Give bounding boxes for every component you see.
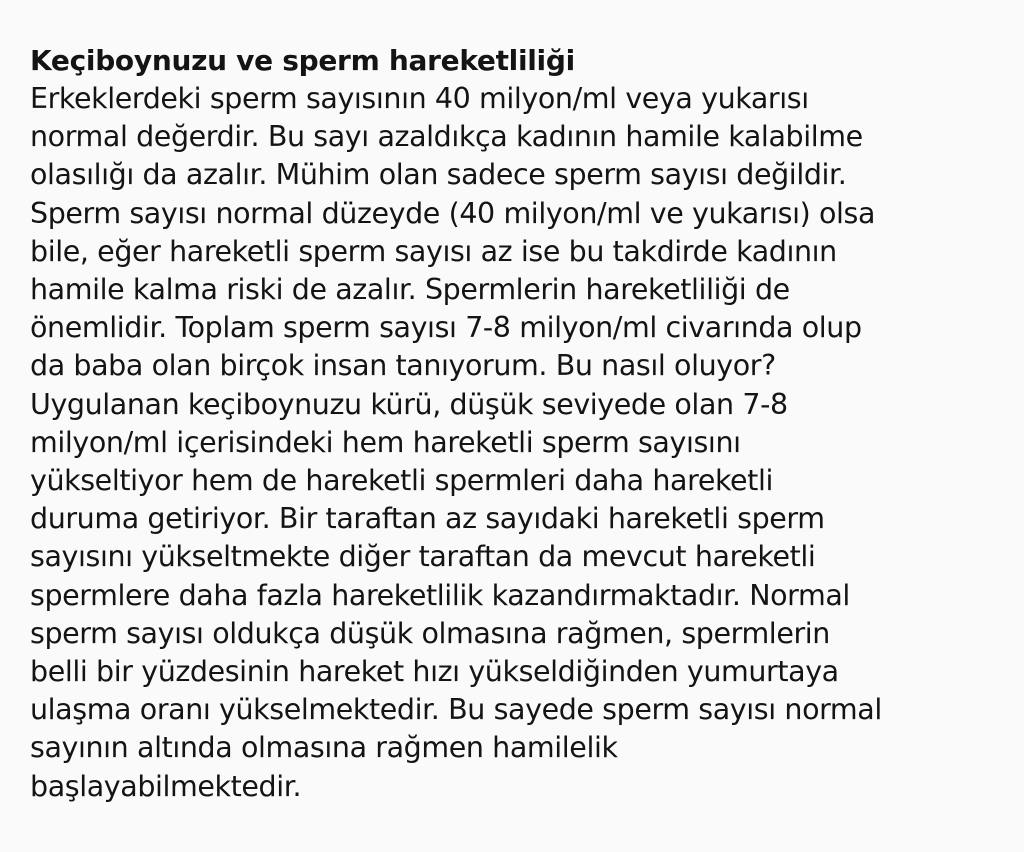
- body-line: olasılığı da azalır. Mühim olan sadece sperm sayısı değildir.: [30, 158, 847, 192]
- body-line: bile, eğer hareketli sperm sayısı az ise bu takdirde kadının: [30, 234, 837, 268]
- article-body: [30, 80, 1015, 806]
- article-title: Keçiboynuzu ve sperm hareketliliği: [30, 44, 575, 77]
- body-line: sayısını yükseltmekte diğer taraftan da mevcut hareketli: [30, 540, 816, 574]
- body-line: sperm sayısı oldukça düşük olmasına rağmen, spermlerin: [30, 616, 830, 650]
- body-line: normal değerdir. Bu sayı azaldıkça kadının hamile kalabilme: [30, 120, 863, 154]
- body-line: da baba olan birçok insan tanıyorum. Bu nasıl oluyor?: [30, 349, 776, 383]
- body-line: önemlidir. Toplam sperm sayısı 7-8 milyon/ml civarında olup: [30, 311, 862, 345]
- body-line: sayının altında olmasına rağmen hamilelik: [30, 731, 618, 765]
- article-section: [30, 42, 1015, 806]
- clipped-previous-line: [0, 0, 1024, 8]
- body-line: Erkeklerdeki sperm sayısının 40 milyon/ml veya yukarısı: [30, 82, 809, 115]
- body-line: hamile kalma riski de azalır. Spermlerin hareketliliği de: [30, 273, 790, 307]
- body-line: başlayabilmektedir.: [30, 769, 302, 803]
- body-line: ulaşma oranı yükselmektedir. Bu sayede sperm sayısı normal: [30, 693, 882, 727]
- body-line: yükseltiyor hem de hareketli spermleri daha hareketli: [30, 464, 773, 498]
- body-line: duruma getiriyor. Bir taraftan az sayıdaki hareketli sperm: [30, 502, 825, 536]
- body-line: milyon/ml içerisindeki hem hareketli sperm sayısını: [30, 425, 741, 459]
- body-line: Sperm sayısı normal düzeyde (40 milyon/ml ve yukarısı) olsa: [30, 196, 876, 230]
- body-line: belli bir yüzdesinin hareket hızı yükseldiğinden yumurtaya: [30, 655, 839, 689]
- body-line: spermlere daha fazla hareketlilik kazandırmaktadır. Normal: [30, 578, 850, 612]
- body-line: Uygulanan keçiboynuzu kürü, düşük seviyede olan 7-8: [30, 387, 788, 421]
